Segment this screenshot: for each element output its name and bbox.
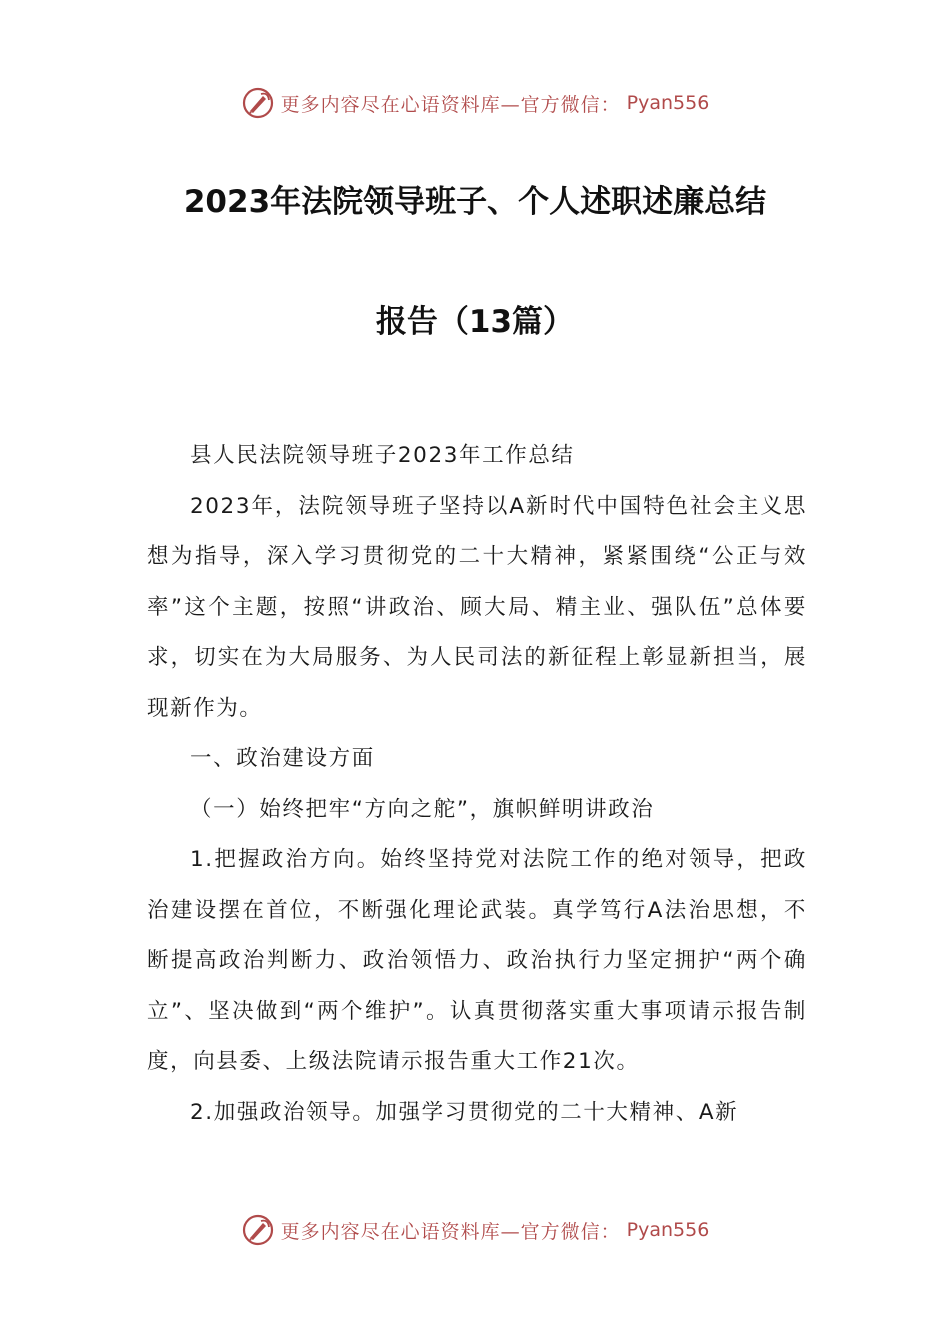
paragraph-item-2: 2.加强政治领导。加强学习贯彻党的二十大精神、A新	[190, 1099, 739, 1125]
watermark-wechat-id: Pyan556	[626, 1219, 710, 1241]
paragraph-item-1: 1.把握政治方向。始终坚持党对法院工作的绝对领导，把政治建设摆在首位，不断强化理论武装。真学笃行A法治思想，不断提高政治判断力、政治领悟力、政治执行力坚定拥护“两个确立”、坚决做到“两个维护”。认真贯彻落实重大事项请示报告制度，向县委、上级法院请示报告重大工作21次。	[147, 847, 807, 1074]
watermark-wechat-id: Pyan556	[626, 92, 710, 114]
document-title-line1: 2023年法院领导班子、个人述职述廉总结	[183, 184, 767, 220]
document-title-line2: 报告（13篇）	[375, 304, 575, 340]
watermark-footer	[0, 1210, 950, 1250]
heading-political-construction: 一、政治建设方面	[190, 746, 375, 771]
subheading-direction: （一）始终把牢“方向之舵”，旗帜鲜明讲政治	[190, 796, 655, 822]
watermark-header	[0, 83, 950, 123]
pen-logo-icon	[241, 1213, 275, 1247]
section-subtitle: 县人民法院领导班子2023年工作总结	[190, 443, 575, 468]
paragraph-intro: 2023年，法院领导班子坚持以A新时代中国特色社会主义思想为指导，深入学习贯彻党的二十大精神，紧紧围绕“公正与效率”这个主题，按照“讲政治、顾大局、精主业、强队伍”总体要求，切实在为大局服务、为人民司法的新征程上彰显新担当，展现新作为。	[147, 493, 807, 721]
pen-logo-icon	[241, 86, 275, 120]
watermark-brand-text: 更多内容尽在心语资料库—官方微信：	[280, 93, 621, 116]
document-body	[147, 431, 807, 1138]
watermark-brand-text: 更多内容尽在心语资料库—官方微信：	[280, 1220, 621, 1243]
